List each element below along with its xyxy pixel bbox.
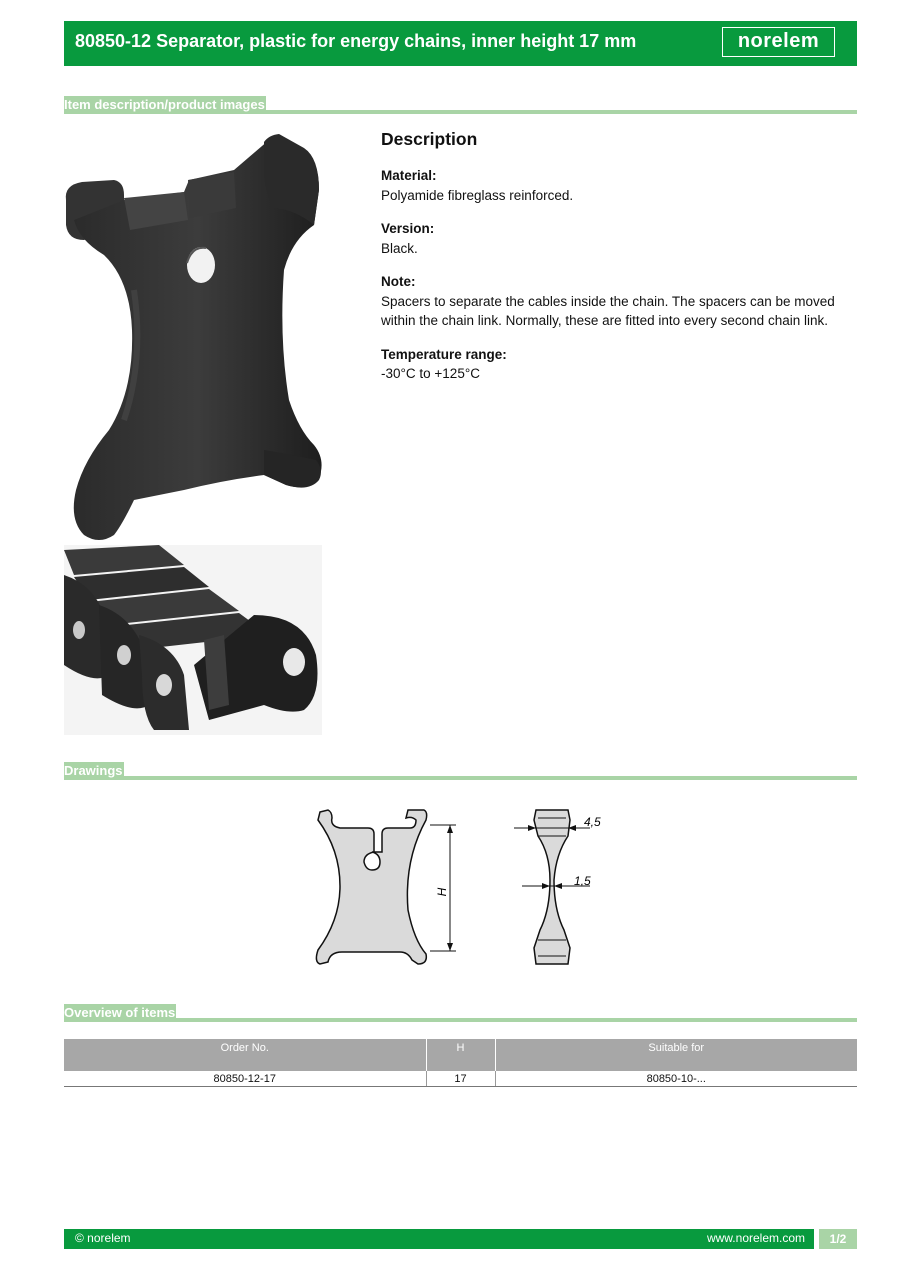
note-value: Spacers to separate the cables inside the chain. The spacers can be moved within the chain link. Normally, these are fitted into every second chain link. [381, 293, 835, 328]
page-title: 80850-12 Separator, plastic for energy chains, inner height 17 mm [75, 31, 637, 51]
section-images-label: Item description/product images [64, 97, 265, 112]
material-block [381, 166, 857, 205]
logo-text: norelem [737, 30, 820, 52]
dim-web-label: 1,5 [574, 874, 591, 888]
cell-order-no: 80850-12-17 [64, 1071, 426, 1087]
note-block [381, 272, 857, 331]
col-suitable-for: Suitable for [495, 1039, 857, 1071]
separator-product-photo [64, 130, 324, 542]
page-footer [64, 1229, 857, 1249]
temperature-value: -30°C to +125°C [381, 366, 480, 381]
footer-page-number: 1/2 [819, 1229, 857, 1249]
dim-h-label: H [435, 887, 449, 897]
col-h: H [426, 1039, 495, 1071]
section-divider [64, 776, 857, 780]
table-row[interactable] [64, 1071, 857, 1087]
dim-thickness-label: 4,5 [584, 815, 601, 829]
temperature-block [381, 345, 857, 384]
description-heading: Description [381, 129, 478, 149]
col-order-no: Order No. [64, 1039, 426, 1071]
section-drawings-label: Drawings [64, 763, 123, 778]
section-images-header [64, 90, 857, 114]
section-overview-label: Overview of items [64, 1005, 176, 1020]
separator-side-view [534, 810, 570, 964]
table-header-row [64, 1039, 857, 1071]
temperature-label: Temperature range: [381, 346, 507, 362]
section-divider [64, 1018, 857, 1022]
norelem-logo [722, 27, 835, 57]
cell-h: 17 [426, 1071, 495, 1087]
note-label: Note: [381, 274, 416, 289]
section-drawings-header [64, 756, 857, 780]
technical-drawing [300, 800, 620, 972]
description-panel [381, 128, 857, 398]
material-label: Material: [381, 168, 437, 183]
footer-website-link[interactable]: www.norelem.com [706, 1231, 805, 1245]
material-value: Polyamide fibreglass reinforced. [381, 187, 574, 203]
version-value: Black. [381, 240, 418, 256]
energy-chain-photo [64, 545, 322, 735]
cell-suitable-for: 80850-10-... [495, 1071, 857, 1087]
version-label: Version: [381, 221, 435, 236]
items-table [64, 1039, 857, 1087]
separator-front-view [316, 810, 426, 964]
version-block [381, 219, 857, 258]
section-overview-header [64, 998, 857, 1022]
page-header [64, 21, 857, 66]
footer-copyright: © norelem [75, 1231, 131, 1245]
